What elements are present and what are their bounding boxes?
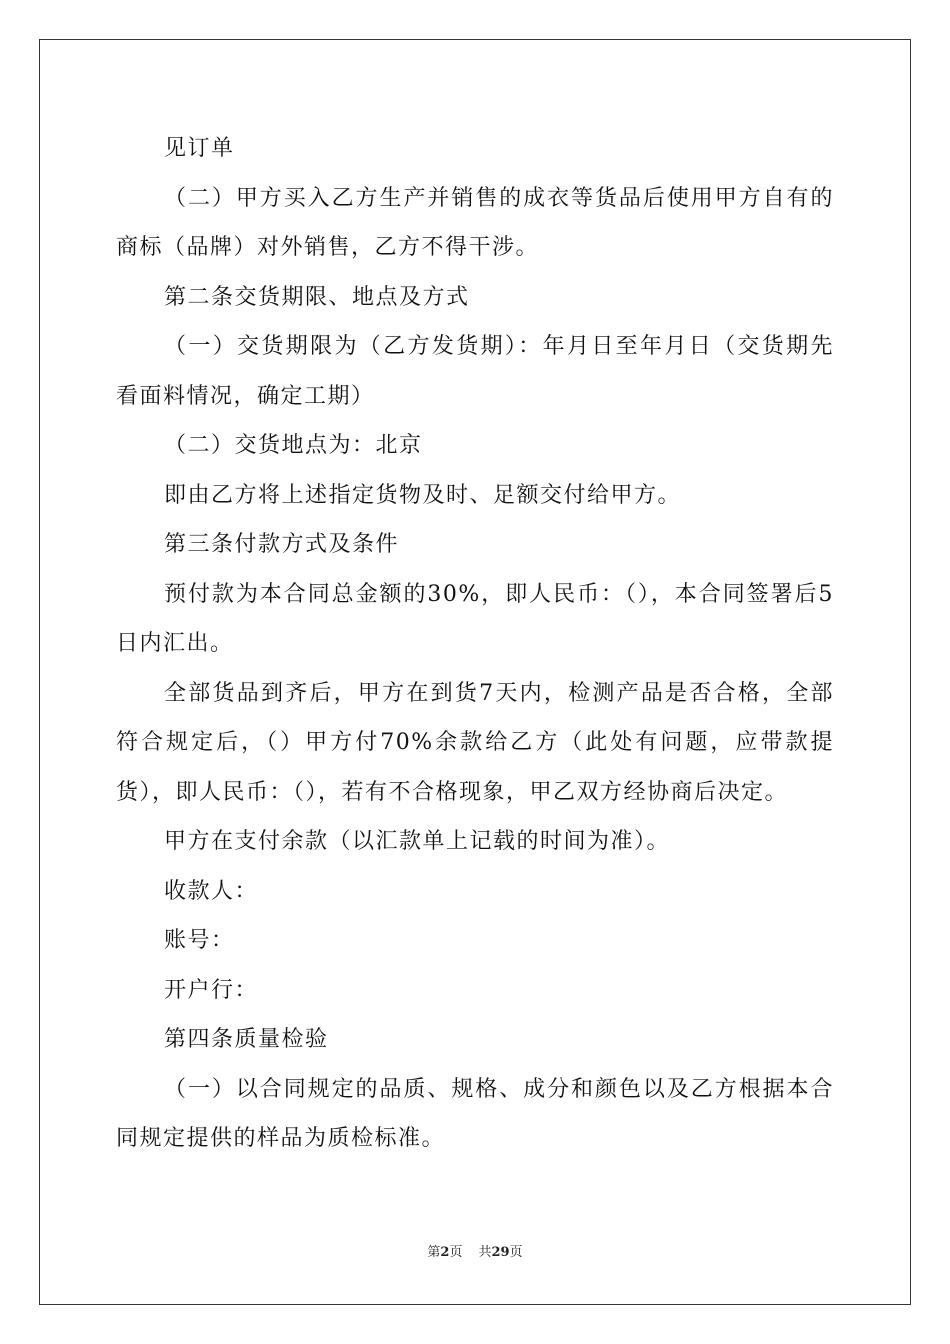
section-heading: 第三条付款方式及条件 bbox=[164, 532, 400, 557]
page-number: 第2页 bbox=[427, 1245, 463, 1260]
page-total: 共29页 bbox=[478, 1245, 523, 1260]
section-heading: 第二条交货期限、地点及方式 bbox=[164, 284, 470, 310]
document-body bbox=[116, 124, 834, 1164]
paragraph: （一）交货期限为（乙方发货期）：年月日至年月日（交货期先看面料情况，确定工期） bbox=[116, 334, 834, 409]
paragraph: （二）交货地点为：北京 bbox=[164, 433, 423, 458]
paragraph: （二）甲方买入乙方生产并销售的成衣等货品后使用甲方自有的商标（品牌）对外销售，乙方不得干涉。 bbox=[116, 185, 834, 260]
paragraph: 甲方在支付余款（以汇款单上记载的时间为准）。 bbox=[164, 829, 671, 854]
paragraph: 见订单 bbox=[164, 136, 235, 161]
paragraph: 即由乙方将上述指定货物及时、足额交付给甲方。 bbox=[164, 482, 682, 508]
page-footer bbox=[0, 1244, 950, 1262]
section-heading: 第四条质量检验 bbox=[164, 1027, 329, 1052]
paragraph: （一）以合同规定的品质、规格、成分和颜色以及乙方根据本合同规定提供的样品为质检标准。 bbox=[116, 1076, 834, 1151]
bank-field: 开户行： bbox=[164, 977, 259, 1003]
paragraph: 预付款为本合同总金额的30%，即人民币：（），本合同签署后5日内汇出。 bbox=[116, 581, 834, 656]
payee-field: 收款人： bbox=[164, 878, 259, 904]
paragraph: 全部货品到齐后，甲方在到货7天内，检测产品是否合格，全部符合规定后，（）甲方付70%余款给乙方（此处有问题，应带款提货），即人民币：（），若有不合格现象，甲乙双方经协商后决定。 bbox=[116, 680, 834, 805]
account-field: 账号： bbox=[164, 928, 235, 953]
